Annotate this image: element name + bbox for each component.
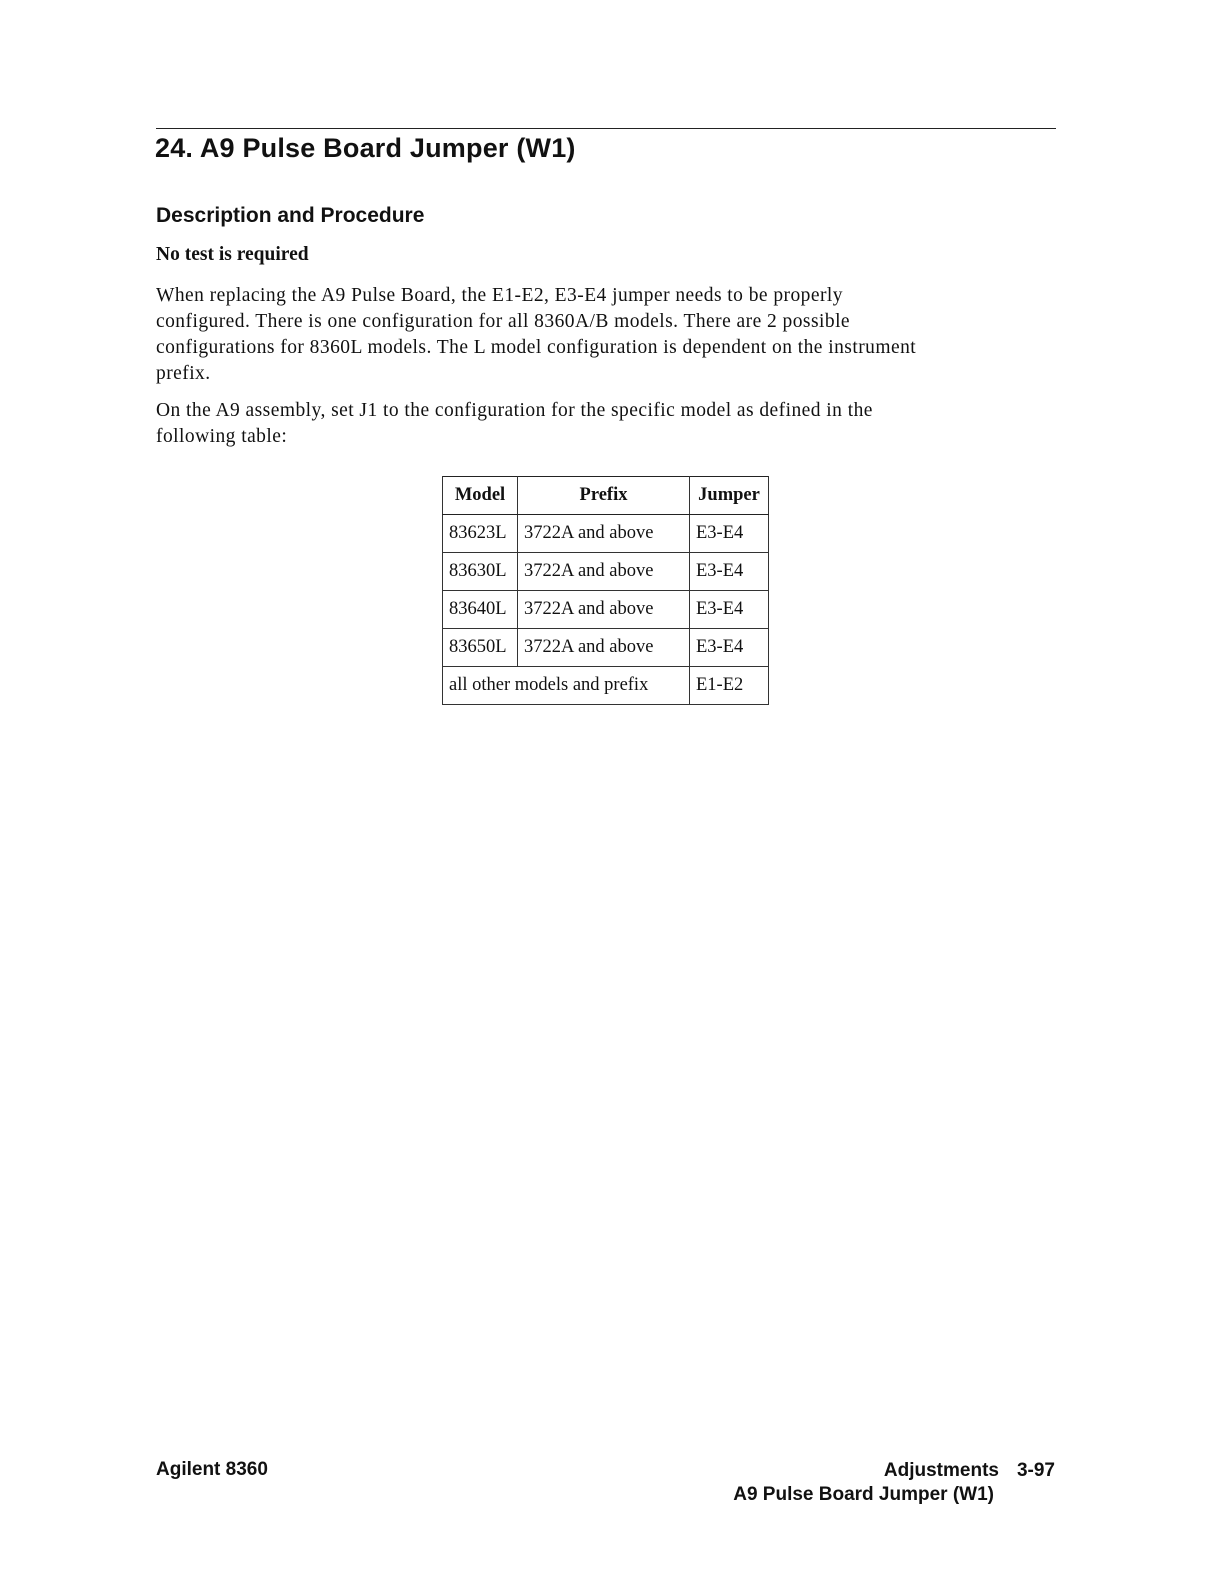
chapter-title: 24. A9 Pulse Board Jumper (W1) bbox=[155, 133, 576, 163]
cell-model: 83630L bbox=[443, 553, 518, 591]
paragraph-line: On the A9 assembly, set J1 to the configuration for the specific model as defined in the bbox=[156, 400, 873, 421]
header-rule bbox=[156, 128, 1056, 129]
paragraph-line: prefix. bbox=[156, 363, 211, 384]
paragraph-assembly bbox=[156, 398, 1056, 450]
table-header-row bbox=[443, 477, 769, 515]
table-row bbox=[443, 553, 769, 591]
cell-prefix: 3722A and above bbox=[518, 515, 690, 553]
column-header-prefix: Prefix bbox=[518, 477, 690, 515]
paragraph-line: configurations for 8360L models. The L model configuration is dependent on the instrument bbox=[156, 337, 917, 358]
column-header-model: Model bbox=[443, 477, 518, 515]
cell-model: 83640L bbox=[443, 591, 518, 629]
table-row bbox=[443, 629, 769, 667]
footer-right bbox=[733, 1459, 1055, 1507]
footer-product-name: Agilent 8360 bbox=[156, 1459, 268, 1480]
footer-section-name: Adjustments bbox=[883, 1460, 999, 1481]
cell-model-and-prefix: all other models and prefix bbox=[443, 667, 690, 705]
cell-prefix: 3722A and above bbox=[518, 629, 690, 667]
cell-model: 83623L bbox=[443, 515, 518, 553]
paragraph-line: following table: bbox=[156, 426, 288, 447]
cell-jumper: E3-E4 bbox=[690, 629, 769, 667]
column-header-jumper: Jumper bbox=[690, 477, 769, 515]
footer-page-number: 3-97 bbox=[1016, 1460, 1055, 1481]
footer-subtitle: A9 Pulse Board Jumper (W1) bbox=[733, 1484, 994, 1505]
subheading: No test is required bbox=[156, 244, 309, 265]
jumper-table bbox=[442, 476, 769, 705]
section-heading: Description and Procedure bbox=[156, 204, 425, 227]
footer-section-row bbox=[733, 1459, 1055, 1483]
table-row bbox=[443, 591, 769, 629]
paragraph-line: configured. There is one configuration for all 8360A/B models. There are 2 possible bbox=[156, 311, 851, 332]
cell-model: 83650L bbox=[443, 629, 518, 667]
cell-jumper: E3-E4 bbox=[690, 553, 769, 591]
cell-prefix: 3722A and above bbox=[518, 591, 690, 629]
cell-jumper: E3-E4 bbox=[690, 591, 769, 629]
table-row-other bbox=[443, 667, 769, 705]
paragraph-line: When replacing the A9 Pulse Board, the E1-E2, E3-E4 jumper needs to be properly bbox=[156, 285, 843, 306]
jumper-table-container bbox=[442, 476, 769, 705]
paragraph-replacing bbox=[156, 283, 1056, 387]
table-row bbox=[443, 515, 769, 553]
cell-jumper: E1-E2 bbox=[690, 667, 769, 705]
cell-jumper: E3-E4 bbox=[690, 515, 769, 553]
cell-prefix: 3722A and above bbox=[518, 553, 690, 591]
